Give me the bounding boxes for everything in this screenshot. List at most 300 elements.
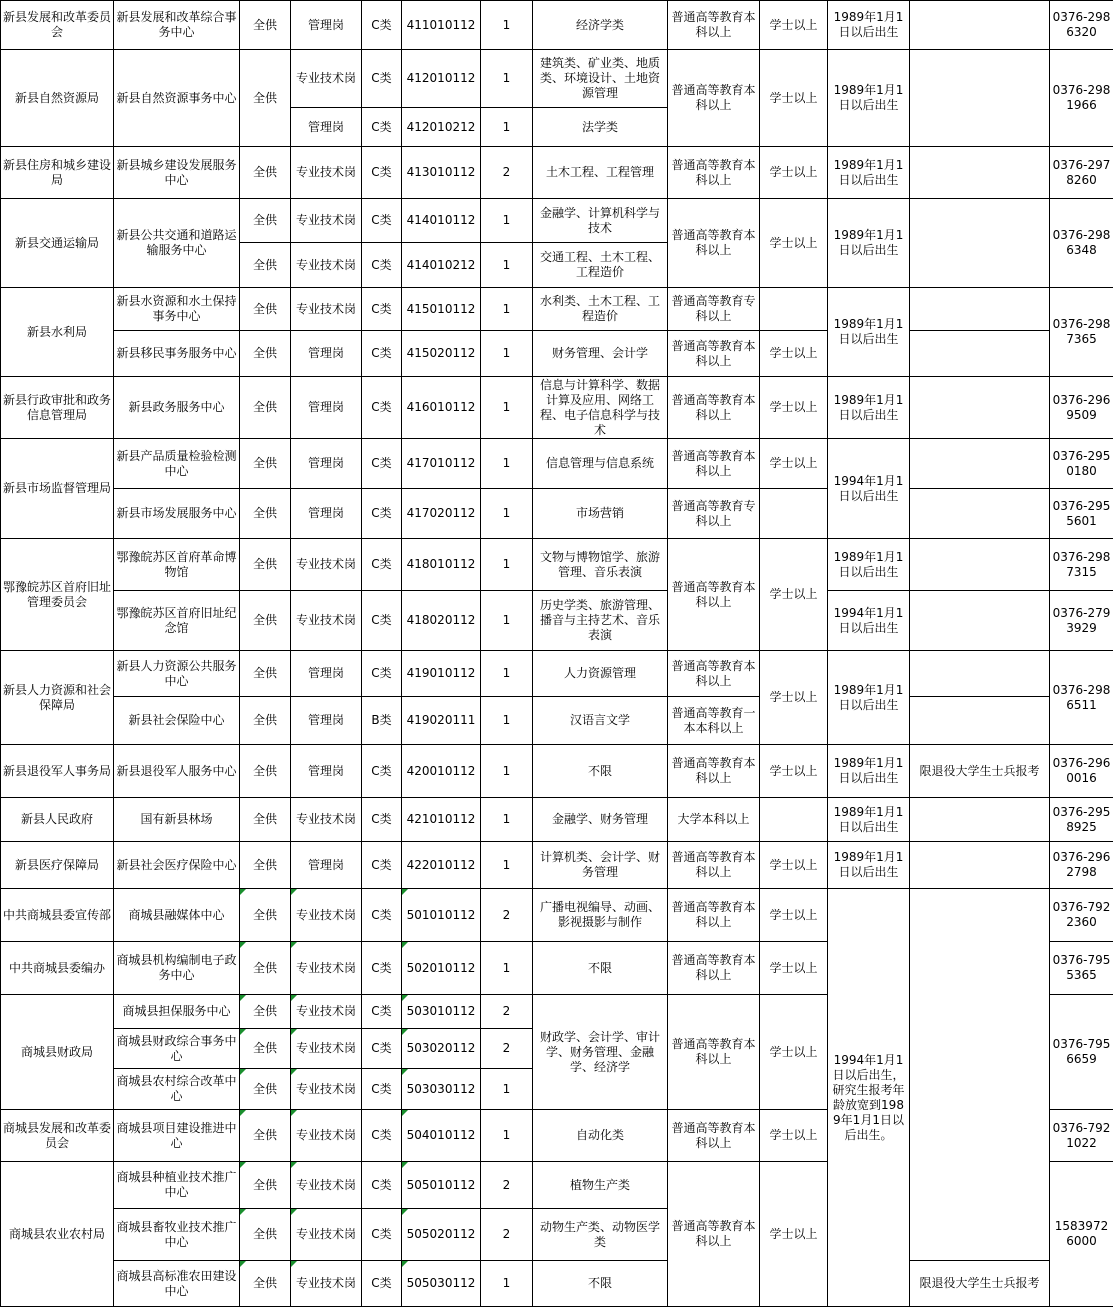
- phone-cell: 0376-2987365: [1050, 288, 1113, 377]
- post-code-cell: 505030112: [402, 1261, 481, 1307]
- category-cell: C类: [362, 243, 402, 288]
- phone-cell: 15839726000: [1050, 1162, 1113, 1307]
- headcount-cell: 1: [481, 942, 533, 995]
- education-cell: 普通高等教育一本本科以上: [668, 697, 760, 745]
- degree-cell: 学士以上: [760, 439, 828, 489]
- post-type-cell: 专业技术岗: [291, 1261, 362, 1307]
- post-code-cell: 417020112: [402, 489, 481, 539]
- fund-cell: 全供: [240, 889, 291, 942]
- phone-cell: 0376-2986348: [1050, 199, 1113, 288]
- major-cell: 汉语言文学: [533, 697, 668, 745]
- fund-cell: 全供: [240, 1110, 291, 1162]
- post-type-cell: 管理岗: [291, 745, 362, 798]
- headcount-cell: 1: [481, 199, 533, 243]
- dept-cell: 新县医疗保障局: [1, 842, 114, 889]
- major-cell: 文物与博物馆学、旅游管理、音乐表演: [533, 539, 668, 591]
- phone-cell: 0376-2987315: [1050, 539, 1113, 591]
- headcount-cell: 1: [481, 651, 533, 697]
- phone-cell: 0376-2793929: [1050, 591, 1113, 651]
- post-code-cell: 418010112: [402, 539, 481, 591]
- fund-cell: 全供: [240, 147, 291, 199]
- post-code-cell: 412010212: [402, 108, 481, 147]
- education-cell: 普通高等教育本科以上: [668, 942, 760, 995]
- other-cell: [910, 842, 1050, 889]
- category-cell: C类: [362, 147, 402, 199]
- table-row: [1, 439, 1113, 489]
- fund-cell: 全供: [240, 591, 291, 651]
- unit-cell: 商城县担保服务中心: [114, 995, 240, 1029]
- headcount-cell: 2: [481, 995, 533, 1029]
- major-cell: 信息与计算科学、数据计算及应用、网络工程、电子信息科学与技术: [533, 377, 668, 439]
- post-code-cell: 422010112: [402, 842, 481, 889]
- other-cell: [910, 50, 1050, 147]
- table-row: [1, 147, 1113, 199]
- degree-cell: 学士以上: [760, 1, 828, 50]
- headcount-cell: 1: [481, 1110, 533, 1162]
- category-cell: C类: [362, 1, 402, 50]
- age-cell: 1989年1月1日以后出生: [828, 539, 910, 591]
- post-type-cell: 管理岗: [291, 377, 362, 439]
- post-type-cell: 专业技术岗: [291, 942, 362, 995]
- degree-cell: 学士以上: [760, 539, 828, 651]
- phone-cell: 0376-2962798: [1050, 842, 1113, 889]
- major-cell: 不限: [533, 745, 668, 798]
- table-row: [1, 50, 1113, 108]
- fund-cell: 全供: [240, 651, 291, 697]
- degree-cell: 学士以上: [760, 995, 828, 1110]
- degree-cell: [760, 489, 828, 539]
- category-cell: C类: [362, 942, 402, 995]
- fund-cell: 全供: [240, 539, 291, 591]
- post-code-cell: 420010112: [402, 745, 481, 798]
- post-type-cell: 专业技术岗: [291, 288, 362, 331]
- education-cell: 普通高等教育专科以上: [668, 489, 760, 539]
- post-code-cell: 415020112: [402, 331, 481, 377]
- category-cell: C类: [362, 288, 402, 331]
- headcount-cell: 2: [481, 1209, 533, 1261]
- dept-cell: 商城县财政局: [1, 995, 114, 1110]
- degree-cell: [760, 798, 828, 842]
- other-cell: 限退役大学生士兵报考: [910, 745, 1050, 798]
- unit-cell: 国有新县林场: [114, 798, 240, 842]
- table-row: [1, 591, 1113, 651]
- other-cell: [910, 439, 1050, 489]
- phone-cell: 0376-2958925: [1050, 798, 1113, 842]
- headcount-cell: 1: [481, 288, 533, 331]
- headcount-cell: 1: [481, 331, 533, 377]
- age-cell: 1989年1月1日以后出生: [828, 651, 910, 745]
- post-type-cell: 管理岗: [291, 108, 362, 147]
- post-code-cell: 416010112: [402, 377, 481, 439]
- category-cell: C类: [362, 798, 402, 842]
- major-cell: 金融学、财务管理: [533, 798, 668, 842]
- other-cell: [910, 331, 1050, 377]
- age-cell: 1989年1月1日以后出生: [828, 745, 910, 798]
- table-row: [1, 745, 1113, 798]
- education-cell: 普通高等教育本科以上: [668, 745, 760, 798]
- major-cell: 人力资源管理: [533, 651, 668, 697]
- major-cell: 市场营销: [533, 489, 668, 539]
- post-type-cell: 专业技术岗: [291, 1069, 362, 1110]
- education-cell: 普通高等教育本科以上: [668, 439, 760, 489]
- dept-cell: 新县市场监督管理局: [1, 439, 114, 539]
- fund-cell: 全供: [240, 1069, 291, 1110]
- post-type-cell: 专业技术岗: [291, 591, 362, 651]
- headcount-cell: 1: [481, 1, 533, 50]
- unit-cell: 商城县机构编制电子政务中心: [114, 942, 240, 995]
- phone-cell: 0376-2955601: [1050, 489, 1113, 539]
- degree-cell: 学士以上: [760, 745, 828, 798]
- phone-cell: 0376-2978260: [1050, 147, 1113, 199]
- other-cell: [910, 199, 1050, 288]
- post-type-cell: 管理岗: [291, 439, 362, 489]
- category-cell: C类: [362, 1110, 402, 1162]
- headcount-cell: 1: [481, 591, 533, 651]
- unit-cell: 新县社会保险中心: [114, 697, 240, 745]
- category-cell: C类: [362, 591, 402, 651]
- other-cell: [910, 697, 1050, 745]
- phone-cell: 0376-7956659: [1050, 995, 1113, 1110]
- category-cell: C类: [362, 439, 402, 489]
- age-cell: 1989年1月1日以后出生: [828, 147, 910, 199]
- post-type-cell: 专业技术岗: [291, 1162, 362, 1209]
- fund-cell: 全供: [240, 942, 291, 995]
- post-type-cell: 管理岗: [291, 1, 362, 50]
- unit-cell: 新县移民事务服务中心: [114, 331, 240, 377]
- fund-cell: 全供: [240, 243, 291, 288]
- fund-cell: 全供: [240, 50, 291, 147]
- unit-cell: 新县水资源和水土保持事务中心: [114, 288, 240, 331]
- category-cell: C类: [362, 199, 402, 243]
- dept-cell: 新县住房和城乡建设局: [1, 147, 114, 199]
- headcount-cell: 2: [481, 1162, 533, 1209]
- post-code-cell: 417010112: [402, 439, 481, 489]
- category-cell: C类: [362, 1261, 402, 1307]
- phone-cell: 0376-2981966: [1050, 50, 1113, 147]
- unit-cell: 鄂豫皖苏区首府革命博物馆: [114, 539, 240, 591]
- table-row: [1, 288, 1113, 331]
- major-cell: 不限: [533, 942, 668, 995]
- post-code-cell: 414010112: [402, 199, 481, 243]
- post-code-cell: 505020112: [402, 1209, 481, 1261]
- degree-cell: 学士以上: [760, 842, 828, 889]
- fund-cell: 全供: [240, 288, 291, 331]
- degree-cell: 学士以上: [760, 331, 828, 377]
- education-cell: 普通高等教育本科以上: [668, 539, 760, 651]
- degree-cell: 学士以上: [760, 147, 828, 199]
- post-type-cell: 专业技术岗: [291, 889, 362, 942]
- table-row: [1, 798, 1113, 842]
- degree-cell: 学士以上: [760, 942, 828, 995]
- fund-cell: 全供: [240, 1209, 291, 1261]
- category-cell: B类: [362, 697, 402, 745]
- education-cell: 普通高等教育本科以上: [668, 331, 760, 377]
- table-row: [1, 489, 1113, 539]
- category-cell: C类: [362, 539, 402, 591]
- unit-cell: 新县市场发展服务中心: [114, 489, 240, 539]
- post-code-cell: 421010112: [402, 798, 481, 842]
- age-cell: 1989年1月1日以后出生: [828, 842, 910, 889]
- unit-cell: 商城县畜牧业技术推广中心: [114, 1209, 240, 1261]
- post-code-cell: 419010112: [402, 651, 481, 697]
- post-type-cell: 专业技术岗: [291, 1029, 362, 1069]
- table-row: [1, 1, 1113, 50]
- category-cell: C类: [362, 377, 402, 439]
- fund-cell: 全供: [240, 1162, 291, 1209]
- unit-cell: 新县城乡建设发展服务中心: [114, 147, 240, 199]
- fund-cell: 全供: [240, 1029, 291, 1069]
- age-cell: 1994年1月1日以后出生: [828, 591, 910, 651]
- headcount-cell: 2: [481, 889, 533, 942]
- category-cell: C类: [362, 489, 402, 539]
- other-cell: [910, 591, 1050, 651]
- headcount-cell: 1: [481, 108, 533, 147]
- category-cell: C类: [362, 995, 402, 1029]
- unit-cell: 新县政务服务中心: [114, 377, 240, 439]
- unit-cell: 商城县融媒体中心: [114, 889, 240, 942]
- post-code-cell: 505010112: [402, 1162, 481, 1209]
- unit-cell: 新县产品质量检验检测中心: [114, 439, 240, 489]
- unit-cell: 新县自然资源事务中心: [114, 50, 240, 147]
- category-cell: C类: [362, 842, 402, 889]
- post-type-cell: 管理岗: [291, 489, 362, 539]
- fund-cell: 全供: [240, 798, 291, 842]
- education-cell: 普通高等教育本科以上: [668, 1162, 760, 1307]
- post-code-cell: 504010112: [402, 1110, 481, 1162]
- major-cell: 广播电视编导、动画、影视摄影与制作: [533, 889, 668, 942]
- post-type-cell: 专业技术岗: [291, 798, 362, 842]
- unit-cell: 商城县农村综合改革中心: [114, 1069, 240, 1110]
- major-cell: 土木工程、工程管理: [533, 147, 668, 199]
- major-cell: 建筑类、矿业类、地质类、环境设计、土地资源管理: [533, 50, 668, 108]
- dept-cell: 新县交通运输局: [1, 199, 114, 288]
- other-cell: [910, 147, 1050, 199]
- table-row: [1, 1261, 1113, 1307]
- major-cell: 水利类、土木工程、工程造价: [533, 288, 668, 331]
- other-cell: [910, 1, 1050, 50]
- education-cell: 普通高等教育本科以上: [668, 842, 760, 889]
- other-cell: [910, 489, 1050, 539]
- table-row: [1, 199, 1113, 243]
- table-row: [1, 539, 1113, 591]
- major-cell: 金融学、计算机科学与技术: [533, 199, 668, 243]
- age-cell: 1994年1月1日以后出生，研究生报考年龄放宽到1989年1月1日以后出生。: [828, 889, 910, 1307]
- education-cell: 大学本科以上: [668, 798, 760, 842]
- education-cell: 普通高等教育本科以上: [668, 889, 760, 942]
- major-cell: 植物生产类: [533, 1162, 668, 1209]
- degree-cell: 学士以上: [760, 651, 828, 745]
- unit-cell: 商城县项目建设推进中心: [114, 1110, 240, 1162]
- post-type-cell: 管理岗: [291, 331, 362, 377]
- headcount-cell: 2: [481, 147, 533, 199]
- headcount-cell: 1: [481, 539, 533, 591]
- fund-cell: 全供: [240, 199, 291, 243]
- dept-cell: 新县自然资源局: [1, 50, 114, 147]
- dept-cell: 商城县农业农村局: [1, 1162, 114, 1307]
- phone-cell: 0376-2969509: [1050, 377, 1113, 439]
- dept-cell: 中共商城县委编办: [1, 942, 114, 995]
- unit-cell: 新县退役军人服务中心: [114, 745, 240, 798]
- category-cell: C类: [362, 108, 402, 147]
- degree-cell: 学士以上: [760, 889, 828, 942]
- table-row: [1, 331, 1113, 377]
- headcount-cell: 1: [481, 798, 533, 842]
- age-cell: 1989年1月1日以后出生: [828, 798, 910, 842]
- other-cell: [910, 889, 1050, 1261]
- headcount-cell: 1: [481, 745, 533, 798]
- unit-cell: 商城县财政综合事务中心: [114, 1029, 240, 1069]
- dept-cell: 新县人民政府: [1, 798, 114, 842]
- table-row: [1, 651, 1113, 697]
- education-cell: 普通高等教育本科以上: [668, 147, 760, 199]
- post-code-cell: 411010112: [402, 1, 481, 50]
- other-cell: 限退役大学生士兵报考: [910, 1261, 1050, 1307]
- unit-cell: 新县发展和改革综合事务中心: [114, 1, 240, 50]
- post-code-cell: 503020112: [402, 1029, 481, 1069]
- education-cell: 普通高等教育专科以上: [668, 288, 760, 331]
- dept-cell: 新县发展和改革委员会: [1, 1, 114, 50]
- unit-cell: 鄂豫皖苏区首府旧址纪念馆: [114, 591, 240, 651]
- post-code-cell: 413010112: [402, 147, 481, 199]
- dept-cell: 新县人力资源和社会保障局: [1, 651, 114, 745]
- category-cell: C类: [362, 331, 402, 377]
- fund-cell: 全供: [240, 697, 291, 745]
- phone-cell: 0376-7955365: [1050, 942, 1113, 995]
- post-code-cell: 501010112: [402, 889, 481, 942]
- dept-cell: 商城县发展和改革委员会: [1, 1110, 114, 1162]
- fund-cell: 全供: [240, 1261, 291, 1307]
- degree-cell: 学士以上: [760, 1110, 828, 1162]
- age-cell: 1989年1月1日以后出生: [828, 199, 910, 288]
- education-cell: 普通高等教育本科以上: [668, 1110, 760, 1162]
- phone-cell: 0376-2986320: [1050, 1, 1113, 50]
- headcount-cell: 1: [481, 439, 533, 489]
- degree-cell: [760, 288, 828, 331]
- phone-cell: 0376-2986511: [1050, 651, 1113, 745]
- degree-cell: 学士以上: [760, 1162, 828, 1307]
- unit-cell: 新县人力资源公共服务中心: [114, 651, 240, 697]
- major-cell: 历史学类、旅游管理、播音与主持艺术、音乐表演: [533, 591, 668, 651]
- category-cell: C类: [362, 745, 402, 798]
- fund-cell: 全供: [240, 745, 291, 798]
- unit-cell: 新县社会医疗保险中心: [114, 842, 240, 889]
- post-type-cell: 管理岗: [291, 651, 362, 697]
- table-row: [1, 842, 1113, 889]
- degree-cell: 学士以上: [760, 50, 828, 147]
- post-type-cell: 专业技术岗: [291, 199, 362, 243]
- table-row: [1, 697, 1113, 745]
- other-cell: [910, 288, 1050, 331]
- age-cell: 1989年1月1日以后出生: [828, 288, 910, 377]
- category-cell: C类: [362, 1162, 402, 1209]
- education-cell: 普通高等教育本科以上: [668, 377, 760, 439]
- table-row: [1, 377, 1113, 439]
- post-type-cell: 管理岗: [291, 697, 362, 745]
- headcount-cell: 1: [481, 1069, 533, 1110]
- major-cell: 不限: [533, 1261, 668, 1307]
- post-type-cell: 专业技术岗: [291, 995, 362, 1029]
- headcount-cell: 1: [481, 697, 533, 745]
- post-type-cell: 专业技术岗: [291, 1110, 362, 1162]
- education-cell: 普通高等教育本科以上: [668, 651, 760, 697]
- unit-cell: 商城县高标准农田建设中心: [114, 1261, 240, 1307]
- age-cell: 1994年1月1日以后出生: [828, 439, 910, 539]
- degree-cell: 学士以上: [760, 377, 828, 439]
- category-cell: C类: [362, 1029, 402, 1069]
- other-cell: [910, 798, 1050, 842]
- fund-cell: 全供: [240, 331, 291, 377]
- unit-cell: 商城县种植业技术推广中心: [114, 1162, 240, 1209]
- major-cell: 信息管理与信息系统: [533, 439, 668, 489]
- fund-cell: 全供: [240, 1, 291, 50]
- category-cell: C类: [362, 1209, 402, 1261]
- headcount-cell: 1: [481, 1261, 533, 1307]
- post-type-cell: 专业技术岗: [291, 539, 362, 591]
- major-cell: 动物生产类、动物医学类: [533, 1209, 668, 1261]
- age-cell: 1989年1月1日以后出生: [828, 1, 910, 50]
- major-cell: 自动化类: [533, 1110, 668, 1162]
- phone-cell: 0376-2960016: [1050, 745, 1113, 798]
- headcount-cell: 1: [481, 489, 533, 539]
- category-cell: C类: [362, 50, 402, 108]
- age-cell: 1989年1月1日以后出生: [828, 377, 910, 439]
- headcount-cell: 2: [481, 1029, 533, 1069]
- dept-cell: 中共商城县委宣传部: [1, 889, 114, 942]
- other-cell: [910, 377, 1050, 439]
- headcount-cell: 1: [481, 377, 533, 439]
- unit-cell: 新县公共交通和道路运输服务中心: [114, 199, 240, 288]
- category-cell: C类: [362, 889, 402, 942]
- fund-cell: 全供: [240, 489, 291, 539]
- category-cell: C类: [362, 651, 402, 697]
- education-cell: 普通高等教育本科以上: [668, 50, 760, 147]
- major-cell: 交通工程、土木工程、工程造价: [533, 243, 668, 288]
- post-type-cell: 专业技术岗: [291, 243, 362, 288]
- phone-cell: 0376-7922360: [1050, 889, 1113, 942]
- major-cell: 财政学、会计学、审计学、财务管理、金融学、经济学: [533, 995, 668, 1110]
- education-cell: 普通高等教育本科以上: [668, 1, 760, 50]
- headcount-cell: 1: [481, 50, 533, 108]
- education-cell: 普通高等教育本科以上: [668, 995, 760, 1110]
- post-code-cell: 415010112: [402, 288, 481, 331]
- other-cell: [910, 651, 1050, 697]
- headcount-cell: 1: [481, 243, 533, 288]
- dept-cell: 新县退役军人事务局: [1, 745, 114, 798]
- post-type-cell: 专业技术岗: [291, 50, 362, 108]
- major-cell: 计算机类、会计学、财务管理: [533, 842, 668, 889]
- post-code-cell: 502010112: [402, 942, 481, 995]
- major-cell: 经济学类: [533, 1, 668, 50]
- phone-cell: 0376-2950180: [1050, 439, 1113, 489]
- fund-cell: 全供: [240, 995, 291, 1029]
- dept-cell: 新县行政审批和政务信息管理局: [1, 377, 114, 439]
- major-cell: 财务管理、会计学: [533, 331, 668, 377]
- post-type-cell: 管理岗: [291, 842, 362, 889]
- post-code-cell: 414010212: [402, 243, 481, 288]
- headcount-cell: 1: [481, 842, 533, 889]
- post-code-cell: 418020112: [402, 591, 481, 651]
- post-code-cell: 503030112: [402, 1069, 481, 1110]
- post-code-cell: 503010112: [402, 995, 481, 1029]
- post-code-cell: 412010112: [402, 50, 481, 108]
- phone-cell: 0376-7921022: [1050, 1110, 1113, 1162]
- other-cell: [910, 539, 1050, 591]
- dept-cell: 新县水利局: [1, 288, 114, 377]
- post-type-cell: 专业技术岗: [291, 1209, 362, 1261]
- education-cell: 普通高等教育本科以上: [668, 199, 760, 288]
- major-cell: 法学类: [533, 108, 668, 147]
- age-cell: 1989年1月1日以后出生: [828, 50, 910, 147]
